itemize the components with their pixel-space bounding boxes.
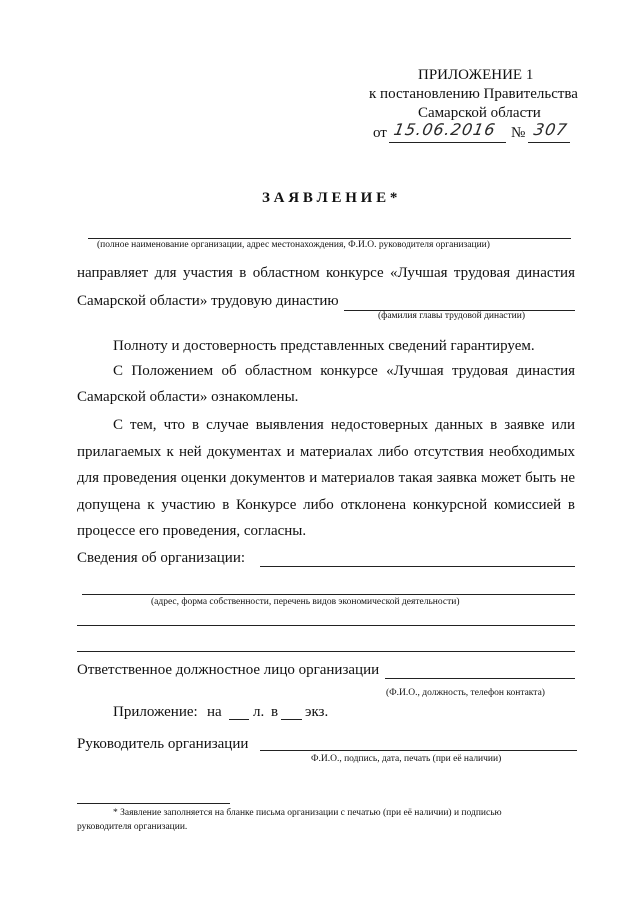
appendix-number-prefix: № xyxy=(511,125,526,141)
copies-count-line[interactable] xyxy=(281,719,302,720)
paragraph-1-line-2: Самарской области» трудовую династию xyxy=(77,293,339,309)
attachment-na: на xyxy=(207,704,222,720)
org-info-line-3[interactable] xyxy=(77,625,575,626)
appendix-date-prefix: от xyxy=(373,125,387,141)
number-underline xyxy=(528,142,570,143)
org-info-label: Сведения об организации: xyxy=(77,550,246,566)
attachment-l: л. xyxy=(253,704,265,720)
rules-line-1: С Положением об областном конкурсе «Лучшая трудовая династия xyxy=(113,363,575,379)
pages-count-line[interactable] xyxy=(229,719,249,720)
rules-line-2: Самарской области» ознакомлены. xyxy=(77,389,299,405)
consent-line-1: С тем, что в случае выявления недостоверных данных в заявке или xyxy=(113,417,575,433)
paragraph-1-line-1: направляет для участия в областном конкурсе «Лучшая трудовая династия xyxy=(77,265,575,281)
org-name-hint: (полное наименование организации, адрес местонахождения, Ф.И.О. руководителя организации) xyxy=(97,240,490,250)
appendix-line-1: к постановлению Правительства xyxy=(369,86,578,102)
responsible-line[interactable] xyxy=(385,678,575,679)
attachment-label: Приложение: xyxy=(113,704,198,720)
consent-line-2: прилагаемых к ней документах и материалах либо отсутствия необходимых xyxy=(77,444,575,460)
consent-line-3: для проведения оценки документов и материалов такая заявка может быть не xyxy=(77,470,575,486)
org-info-line-4[interactable] xyxy=(77,651,575,652)
org-info-line[interactable] xyxy=(260,566,575,567)
footnote-separator xyxy=(77,803,230,804)
footnote-line-1: * Заявление заполняется на бланке письма организации с печатью (при её наличии) и подписью xyxy=(113,808,502,818)
appendix-line-2: Самарской области xyxy=(418,105,541,121)
attachment-ekz: экз. xyxy=(305,704,329,720)
handwritten-date: 15.06.2016 xyxy=(392,120,498,139)
dynasty-hint: (фамилия главы трудовой династии) xyxy=(378,311,525,321)
date-underline xyxy=(389,142,506,143)
consent-line-4: допущена к участию в Конкурсе либо отклонена конкурсной комиссией в xyxy=(77,497,575,513)
footnote-line-2: руководителя организации. xyxy=(77,822,188,832)
document-heading: З А Я В Л Е Н И Е * xyxy=(262,190,398,206)
head-line[interactable] xyxy=(260,750,577,751)
org-info-hint: (адрес, форма собственности, перечень видов экономической деятельности) xyxy=(151,597,460,607)
head-label: Руководитель организации xyxy=(77,736,249,752)
appendix-title: ПРИЛОЖЕНИЕ 1 xyxy=(418,67,534,83)
handwritten-number: 307 xyxy=(532,120,570,139)
org-name-line xyxy=(88,238,571,239)
responsible-hint: (Ф.И.О., должность, телефон контакта) xyxy=(386,688,545,698)
guarantee-paragraph: Полноту и достоверность представленных сведений гарантируем. xyxy=(113,338,535,354)
attachment-v: в xyxy=(271,704,279,720)
consent-line-5: процессе его проведения, согласны. xyxy=(77,523,307,539)
org-info-line-2[interactable] xyxy=(82,594,575,595)
head-hint: Ф.И.О., подпись, дата, печать (при её наличии) xyxy=(311,754,502,764)
responsible-label: Ответственное должностное лицо организации xyxy=(77,662,380,678)
